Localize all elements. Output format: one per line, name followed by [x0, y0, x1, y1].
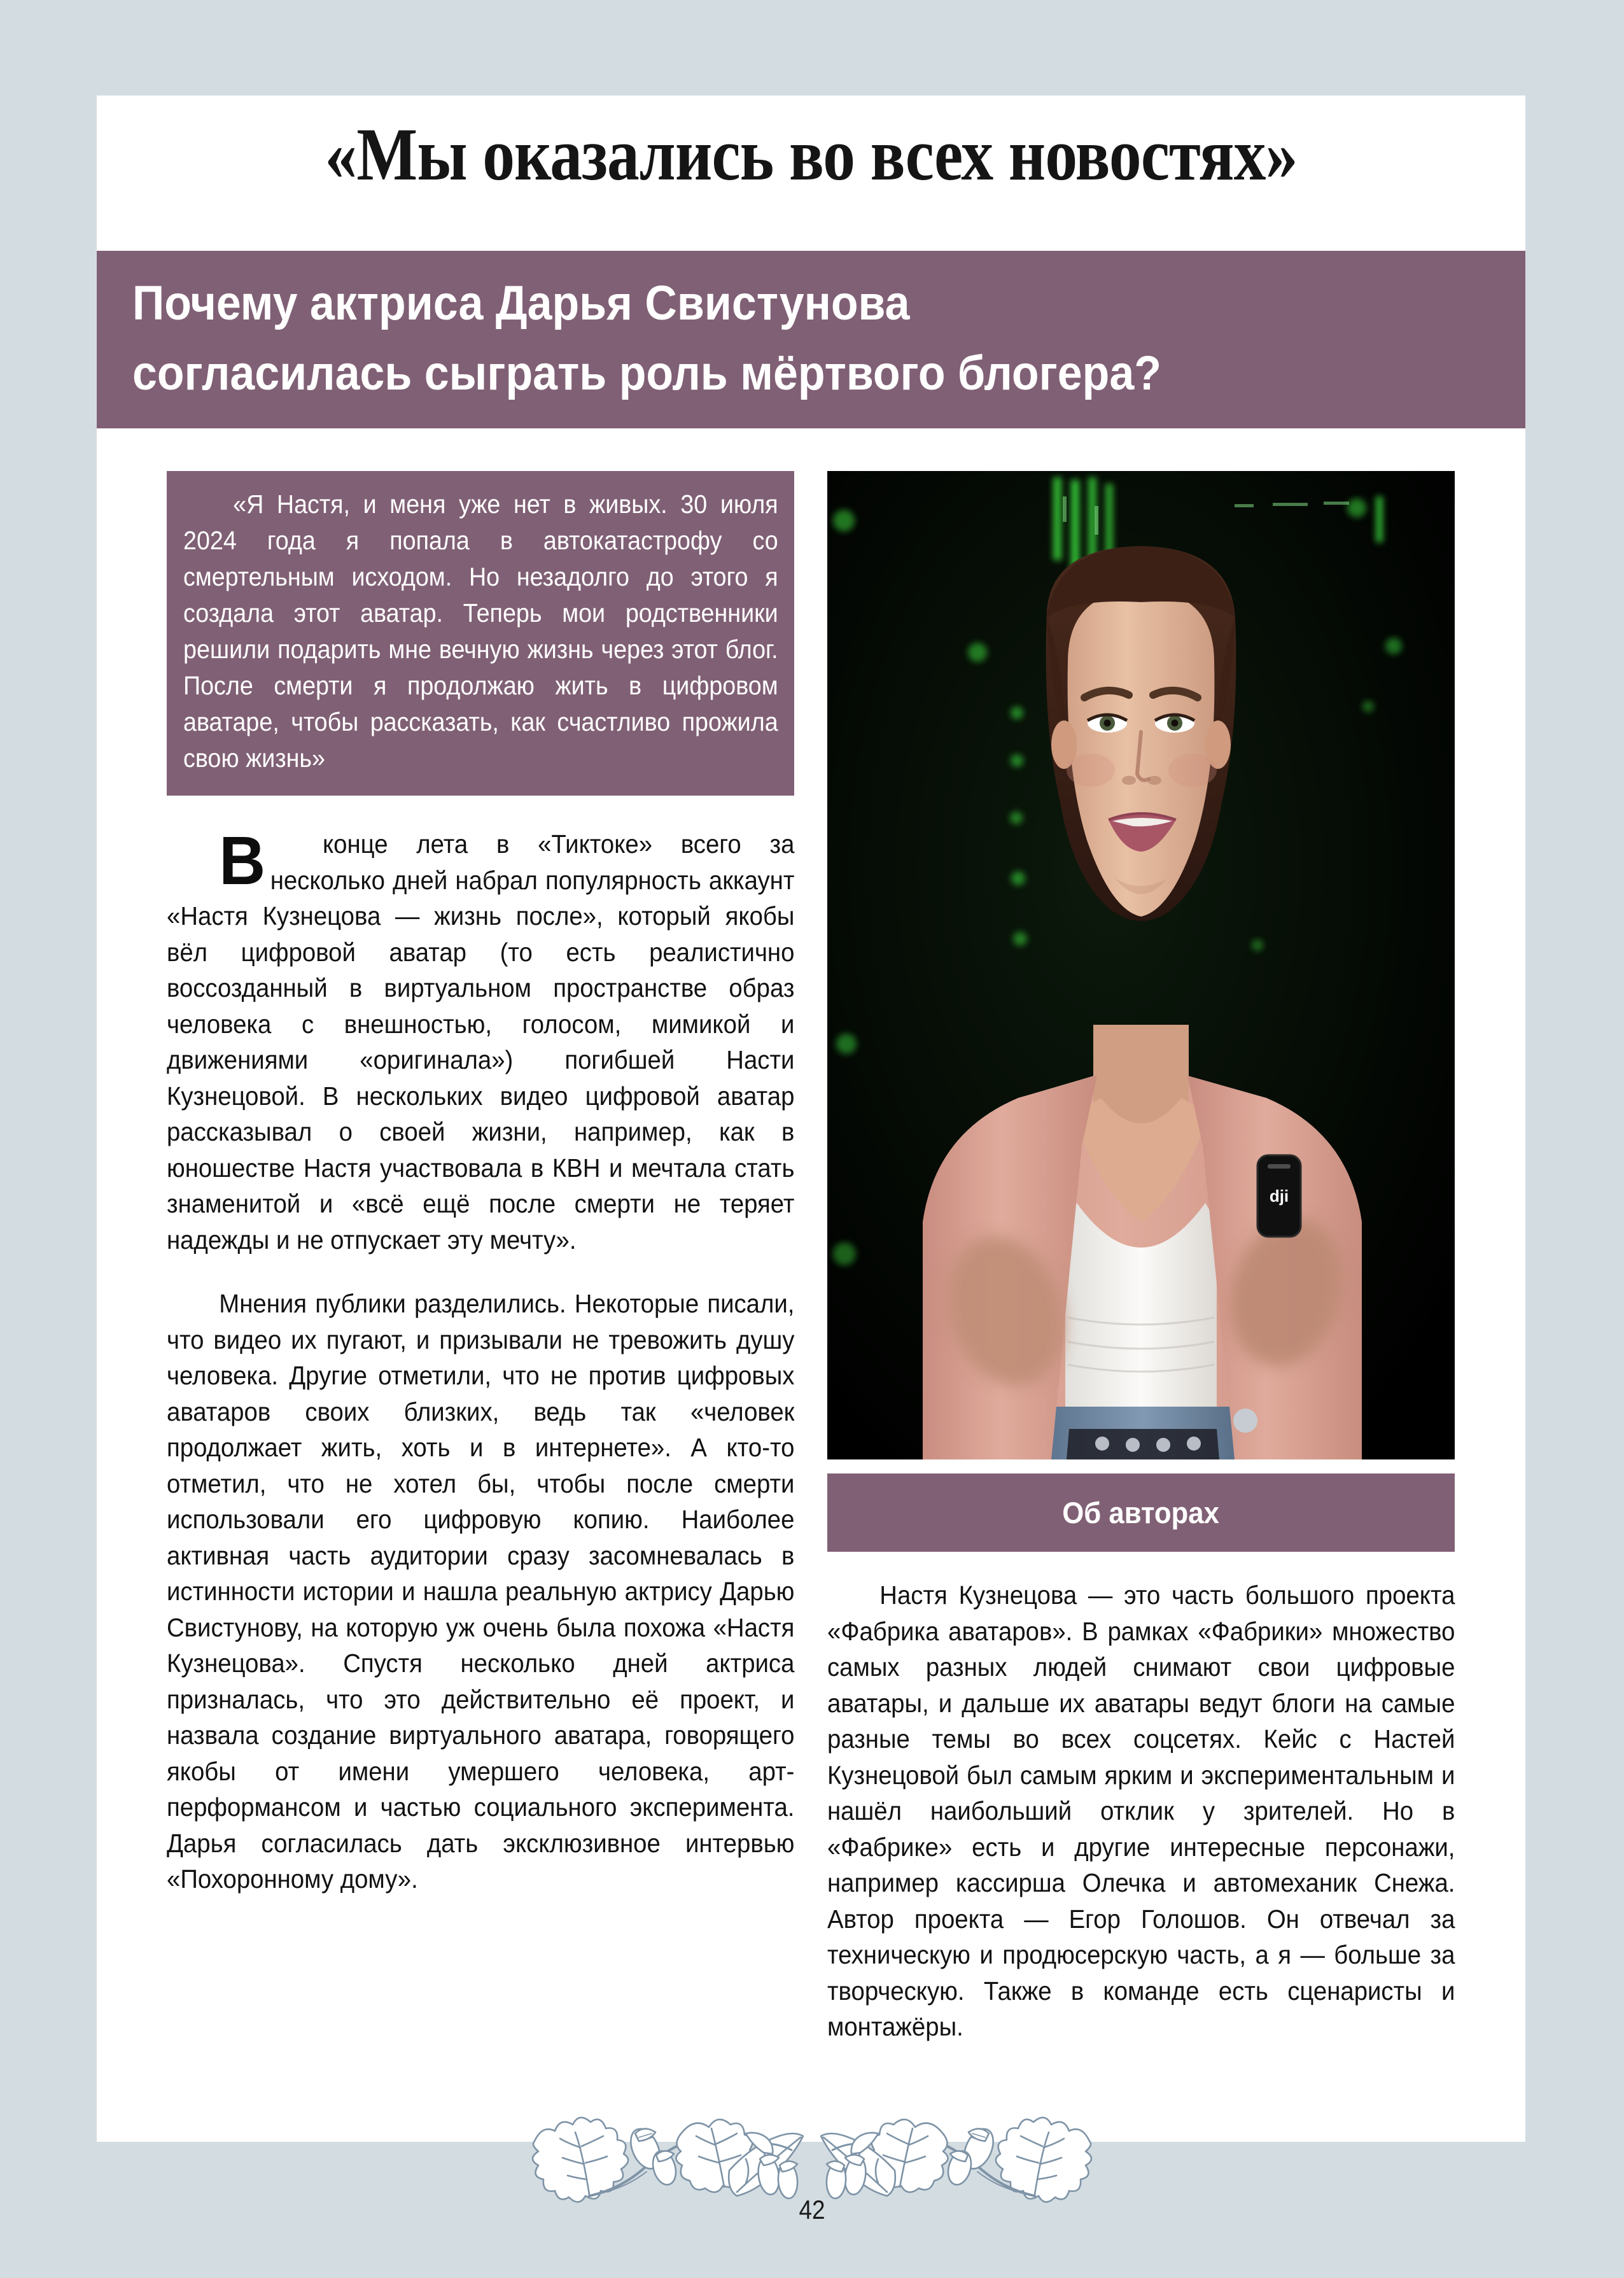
right-column [827, 471, 1455, 2045]
page-number: 42 [799, 2195, 825, 2225]
subtitle-line-2: согласилась сыграть роль мёртвого блогера? [132, 346, 1161, 400]
subtitle-line-1: Почему актриса Дарья Свистунова [132, 276, 910, 330]
article-paragraph-1-text: конце лета в «Тиктоке» всего за несколько дней набрал популярность аккаунт «Настя Кузнецова — жизнь после», который якобы вёл цифровой аватар (то есть реалистично воссозданный в виртуальном пространстве образ человека с внешностью, голосом, мимикой и движениями «оригинала») погибшей Насти Кузнецовой. В нескольких видео цифровой аватар рассказывал о своей жизни, например, как в юношестве Настя участвовала в КВН и мечтала стать знаменитой и «всё ещё после смерти не теряет надежды и не отпускает эту мечту». [167, 829, 795, 1255]
authors-paragraph: Настя Кузнецова — это часть большого проекта «Фабрика аватаров». В рамках «Фабрики» множество самых разных людей снимают свои цифровые аватары, и дальше их аватары ведут блоги на самые разные темы во всех соцсетях. Кейс с Настей Кузнецовой был самым ярким и экспериментальным и нашёл наибольший отклик у зрителей. Но в «Фабрике» есть и другие интересные персонажи, например кассирша Олечка и автомеханик Снежа. Автор проекта — Егор Голошов. Он отвечал за техническую и продюсерскую часть, а я — больше за творческую. Также в команде есть сценаристы и монтажёры. [827, 1580, 1455, 2041]
authors-band [827, 1473, 1455, 1552]
oak-leaf-acorn-flourish-icon [494, 2099, 1130, 2211]
page-sheet [97, 95, 1525, 2142]
dji-microphone [1257, 1155, 1301, 1237]
page-headline: «Мы оказались во всех новостях» [325, 113, 1298, 196]
article-photo [827, 471, 1455, 1459]
footer-ornament [494, 2099, 1130, 2211]
drop-cap: В [219, 822, 266, 899]
photo-illustration [827, 471, 1455, 1459]
article-paragraph-2: Мнения публики разделились. Некоторые писали, что видео их пугают, и призывали не тревожить душу человека. Другие отметили, что не против цифровых аватаров своих близких, ведь так «человек продолжает жить, хоть и в интернете». А кто-то отметил, что не хотел бы, чтобы после смерти использовали его цифровую копию. Наиболее активная часть аудитории сразу засомневалась в истинности истории и нашла реальную актрису Дарью Свистунову, на которую уж очень была похожа «Настя Кузнецова». Спустя несколько дней актриса призналась, что это действительно её проект, и назвала создание виртуального аватара, говорящего якобы от имени умершего человека, арт-перформансом и частью социального эксперимента. Дарья согласилась дать эксклюзивное интервью «Похоронному дому». [167, 1289, 795, 1894]
pull-quote-text: «Я Настя, и меня уже нет в живых. 30 июля 2024 года я попала в автокатастрофу со смертельным исходом. Но незадолго до этого я создала этот аватар. Теперь мои родственники решили подарить мне вечную жизнь через этот блог. После смерти я продолжаю жить в цифровом аватаре, чтобы рассказать, как счастливо прожила свою жизнь» [183, 489, 778, 773]
svg-text:dji: dji [1269, 1186, 1289, 1206]
left-column [167, 471, 794, 1897]
authors-band-label: Об авторах [1062, 1496, 1220, 1529]
subtitle-band [97, 251, 1525, 428]
pull-quote-box [167, 471, 794, 796]
article-paragraph-1 [167, 822, 795, 1258]
